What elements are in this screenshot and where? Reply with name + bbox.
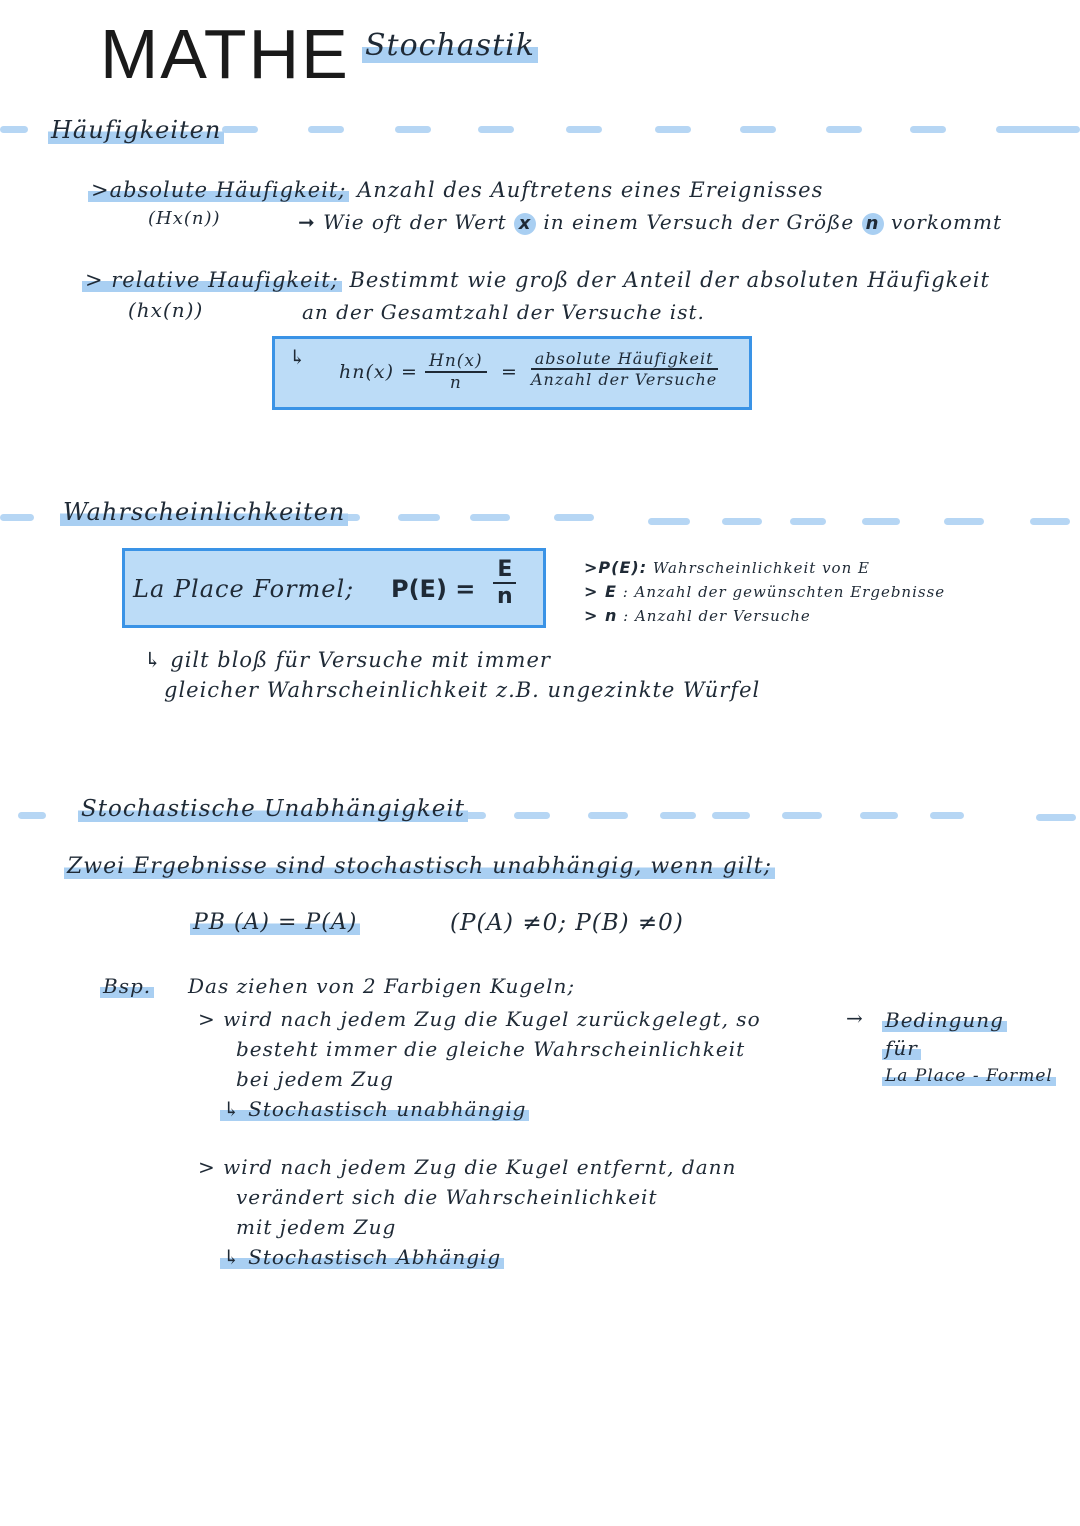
page-subtitle: Stochastik [362, 28, 538, 63]
n-mark: n [862, 213, 884, 235]
relative-frequency-symbol: (hx(n)) [128, 298, 204, 322]
case1-line1: > wird nach jedem Zug die Kugel zurückgelegt, so [198, 1007, 761, 1031]
explanation-post: vorkommt [890, 210, 1002, 234]
side-note [882, 1006, 1056, 1090]
case1-line2: besteht immer die gleiche Wahrscheinlichkeit [236, 1037, 746, 1061]
explanation-mid: in einem Versuch der Größe [543, 210, 855, 234]
side-arrow-icon: → [846, 1006, 864, 1030]
side-note-line3: La Place - Formel [882, 1066, 1056, 1086]
laplace-numerator: E [493, 557, 516, 584]
independence-intro: Zwei Ergebnisse sind stochastisch unabhängig, wenn gilt; [64, 854, 775, 879]
case1-result: ↳ Stochastisch unabhängig [198, 1094, 761, 1124]
absolute-frequency-explanation [298, 210, 1002, 235]
legend-item: >P(E): Wahrscheinlichkeit von E [584, 558, 870, 577]
arrow-down-right-icon: ↳ [289, 345, 307, 369]
legend-item: > E : Anzahl der gewünschten Ergebnisse [584, 582, 946, 601]
laplace-formula-label: La Place Formel; [133, 575, 355, 603]
formula-equals: = [501, 361, 518, 383]
relative-frequency-text2: an der Gesamtzahl der Versuche ist. [302, 300, 705, 324]
case1-line3: bei jedem Zug [236, 1067, 394, 1091]
relative-frequency-formula-box [272, 336, 752, 410]
side-note-line1: Bedingung [882, 1008, 1007, 1032]
laplace-legend [584, 556, 945, 628]
case2-result: ↳ Stochastisch Abhängig [198, 1242, 736, 1272]
example-label: Bsp. [100, 974, 154, 998]
relative-frequency-definition [82, 268, 990, 292]
word-denominator: Anzahl der Versuche [531, 370, 718, 389]
side-note-line2: für [882, 1036, 921, 1060]
formula-lhs: hn(x) = [339, 361, 418, 383]
x-mark: x [514, 213, 536, 235]
independence-condition: (P(A) ≠0; P(B) ≠0) [450, 910, 684, 936]
relative-frequency-text: Bestimmt wie groß der Anteil der absoluten Häufigkeit [349, 268, 990, 292]
case2-line3: mit jedem Zug [236, 1215, 397, 1239]
independence-formula: PB (A) = P(A) [190, 910, 360, 935]
laplace-note-line1: ↳ gilt bloß für Versuche mit immer [144, 648, 551, 672]
absolute-frequency-text: Anzahl des Auftretens eines Ereignisses [357, 178, 824, 202]
formula-fraction [425, 351, 487, 393]
laplace-formula-fraction [493, 557, 517, 609]
absolute-frequency-definition [88, 178, 823, 202]
heading-wahrscheinlichkeiten: Wahrscheinlichkeiten [60, 498, 348, 526]
explanation-pre: Wie oft der Wert [323, 210, 507, 234]
case2-line2: verändert sich die Wahrscheinlichkeit [236, 1185, 658, 1209]
formula-word-fraction [527, 349, 721, 389]
case2-line1: > wird nach jedem Zug die Kugel entfernt, dann [198, 1155, 737, 1179]
heading-haeufigkeiten: Häufigkeiten [48, 116, 224, 144]
example-intro: Das ziehen von 2 Farbigen Kugeln; [188, 974, 576, 998]
legend-item: > n : Anzahl der Versuche [584, 606, 811, 625]
heading-unabhaengigkeit: Stochastische Unabhängigkeit [78, 796, 468, 822]
page-title: MATHE [100, 15, 350, 93]
example-case-1 [198, 1004, 761, 1124]
absolute-frequency-label: >absolute Häufigkeit; [88, 178, 349, 202]
laplace-denominator: n [497, 584, 513, 609]
word-numerator: absolute Häufigkeit [531, 349, 718, 370]
relative-frequency-label: > relative Haufigkeit; [82, 268, 342, 292]
laplace-formula-lhs: P(E) = [391, 575, 476, 603]
laplace-formula-box [122, 548, 546, 628]
arrow-right-icon: ➞ [298, 210, 316, 234]
formula-numerator: Hn(x) [425, 351, 487, 373]
example-case-2 [198, 1152, 736, 1272]
formula-denominator: n [449, 373, 462, 393]
laplace-note-line2: gleicher Wahrscheinlichkeit z.B. ungezinkte Würfel [164, 678, 761, 702]
absolute-frequency-symbol: (Hx(n)) [148, 208, 221, 229]
